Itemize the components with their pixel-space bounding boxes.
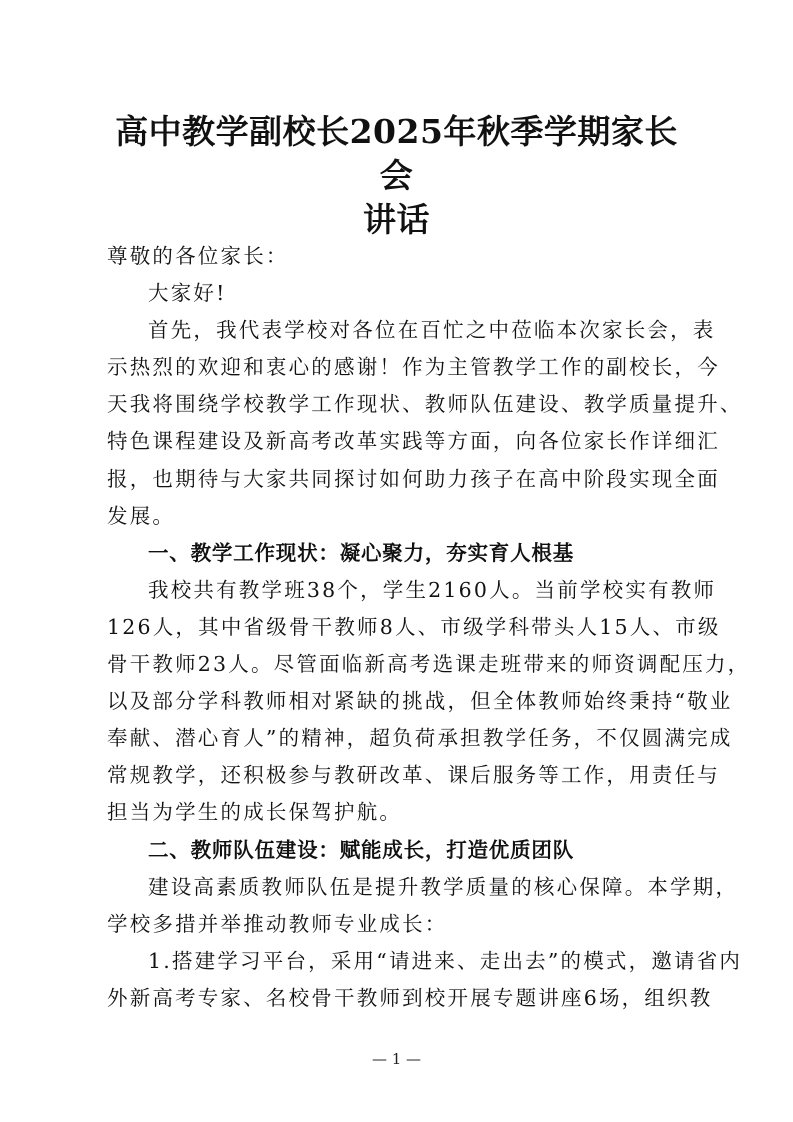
paragraph-line: 担当为学生的成长保驾护航。 — [107, 800, 403, 825]
paragraph-line: 126人，其中省级骨干教师8人、市级学科带头人15人、市级 — [107, 614, 721, 639]
paragraph-line: 天我将围绕学校教学工作现状、教师队伍建设、教学质量提升、 — [107, 392, 743, 417]
paragraph-line: 特色课程建设及新高考改革实践等方面，向各位家长作详细汇 — [107, 429, 720, 454]
paragraph-line: 骨干教师23人。尽管面临新高考选课走班带来的师资调配压力， — [107, 652, 751, 677]
document-title — [100, 110, 693, 242]
page-number: — 1 — — [371, 1050, 422, 1068]
paragraph-line: 以及部分学科教师相对紧缺的挑战，但全体教师始终秉持“敬业 — [107, 689, 733, 714]
paragraph-line: 建设高素质教师队伍是提升教学质量的核心保障。本学期， — [148, 874, 739, 899]
paragraph-line: 发展。 — [107, 503, 176, 528]
section-heading: 二、教师队伍建设：赋能成长，打造优质团队 — [148, 837, 574, 862]
paragraph-line: 常规教学，还积极参与教研改革、课后服务等工作，用责任与 — [107, 763, 720, 788]
body-lines — [107, 312, 751, 1017]
paragraph-line: 首先，我代表学校对各位在百忙之中莅临本次家长会，表 — [148, 318, 716, 343]
section-heading: 一、教学工作现状：凝心聚力，夯实育人根基 — [148, 540, 574, 565]
paragraph-line: 我校共有教学班38个，学生2160人。当前学校实有教师 — [148, 577, 717, 602]
paragraph-line: 奉献、潜心育人”的精神，超负荷承担教学任务，不仅圆满完成 — [107, 726, 733, 751]
document-body — [107, 238, 751, 1017]
paragraph-line: 示热烈的欢迎和衷心的感谢！作为主管教学工作的副校长，今 — [107, 355, 720, 380]
greeting: 大家好! — [148, 281, 227, 306]
salutation: 尊敬的各位家长： — [107, 244, 289, 268]
paragraph-line: 报，也期待与大家共同探讨如何助力孩子在高中阶段实现全面 — [107, 466, 720, 491]
title-line-2: 讲话 — [363, 200, 430, 239]
paragraph-line: 1.搭建学习平台，采用“请进来、走出去”的模式，邀请省内 — [148, 948, 743, 973]
paragraph-line: 外新高考专家、名校骨干教师到校开展专题讲座6场，组织教 — [107, 985, 713, 1010]
title-line-1: 高中教学副校长2025年秋季学期家长会 — [115, 112, 678, 195]
paragraph-line: 学校多措并举推动教师专业成长： — [107, 911, 448, 936]
